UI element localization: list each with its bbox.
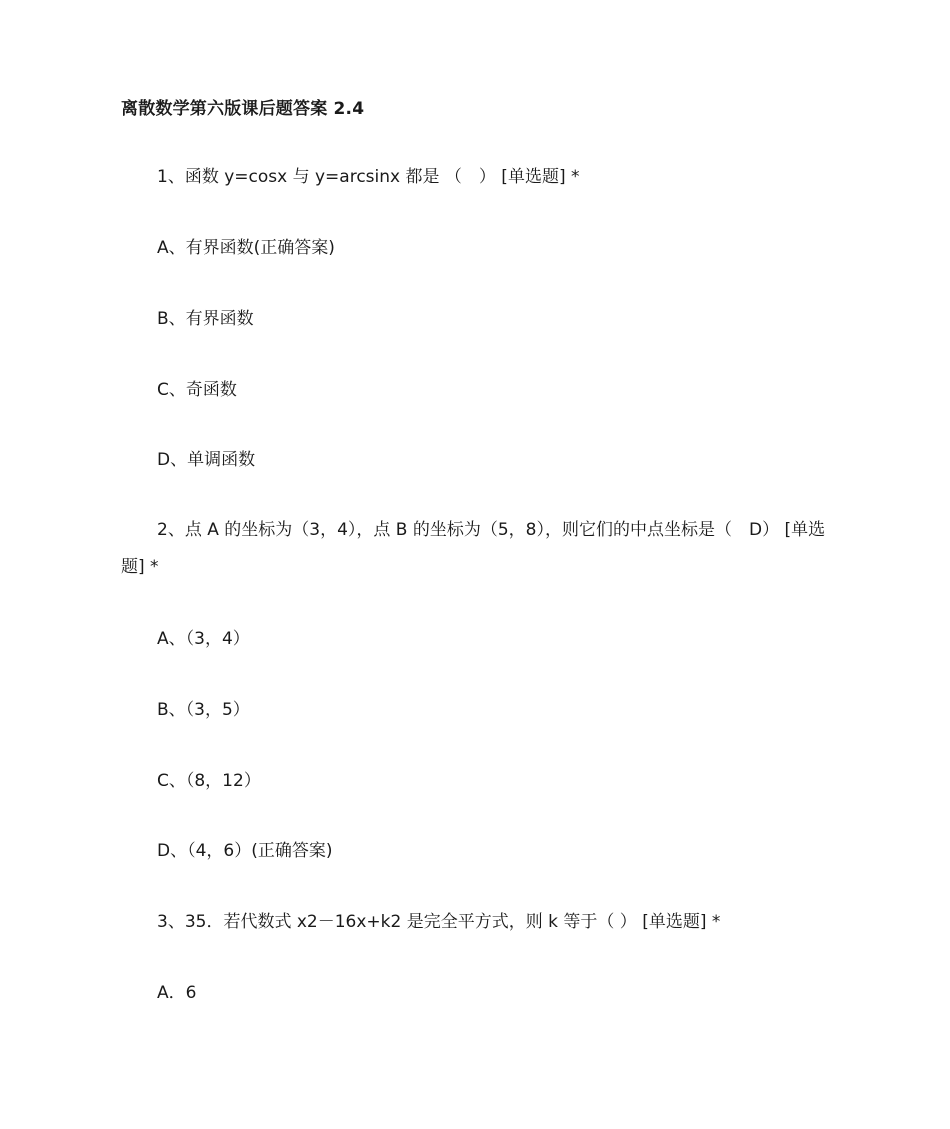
document-title: 离散数学第六版课后题答案 2.4 bbox=[121, 99, 365, 119]
q2-option-b: B、（3，5） bbox=[157, 700, 250, 720]
q2-option-a: A、（3，4） bbox=[157, 629, 250, 649]
question-1: 1、函数 y=cosx 与 y=arcsinx 都是 （ ） [单选题] * bbox=[157, 167, 580, 187]
q2-option-d: D、（4，6）(正确答案) bbox=[157, 841, 333, 861]
q1-option-b: B、有界函数 bbox=[157, 309, 254, 329]
q1-option-d: D、单调函数 bbox=[157, 450, 256, 470]
question-3: 3、35．若代数式 x2－16x+k2 是完全平方式，则 k 等于（ ） [单选题] * bbox=[157, 912, 721, 932]
q2-option-c: C、（8，12） bbox=[157, 771, 261, 791]
question-2: 2、点 A 的坐标为（3，4），点 B 的坐标为（5，8），则它们的中点坐标是（ D） [单选题] * bbox=[121, 520, 826, 577]
q1-option-c: C、奇函数 bbox=[157, 380, 237, 400]
q3-option-a: A．6 bbox=[157, 983, 197, 1003]
q1-option-a: A、有界函数(正确答案) bbox=[157, 238, 335, 258]
